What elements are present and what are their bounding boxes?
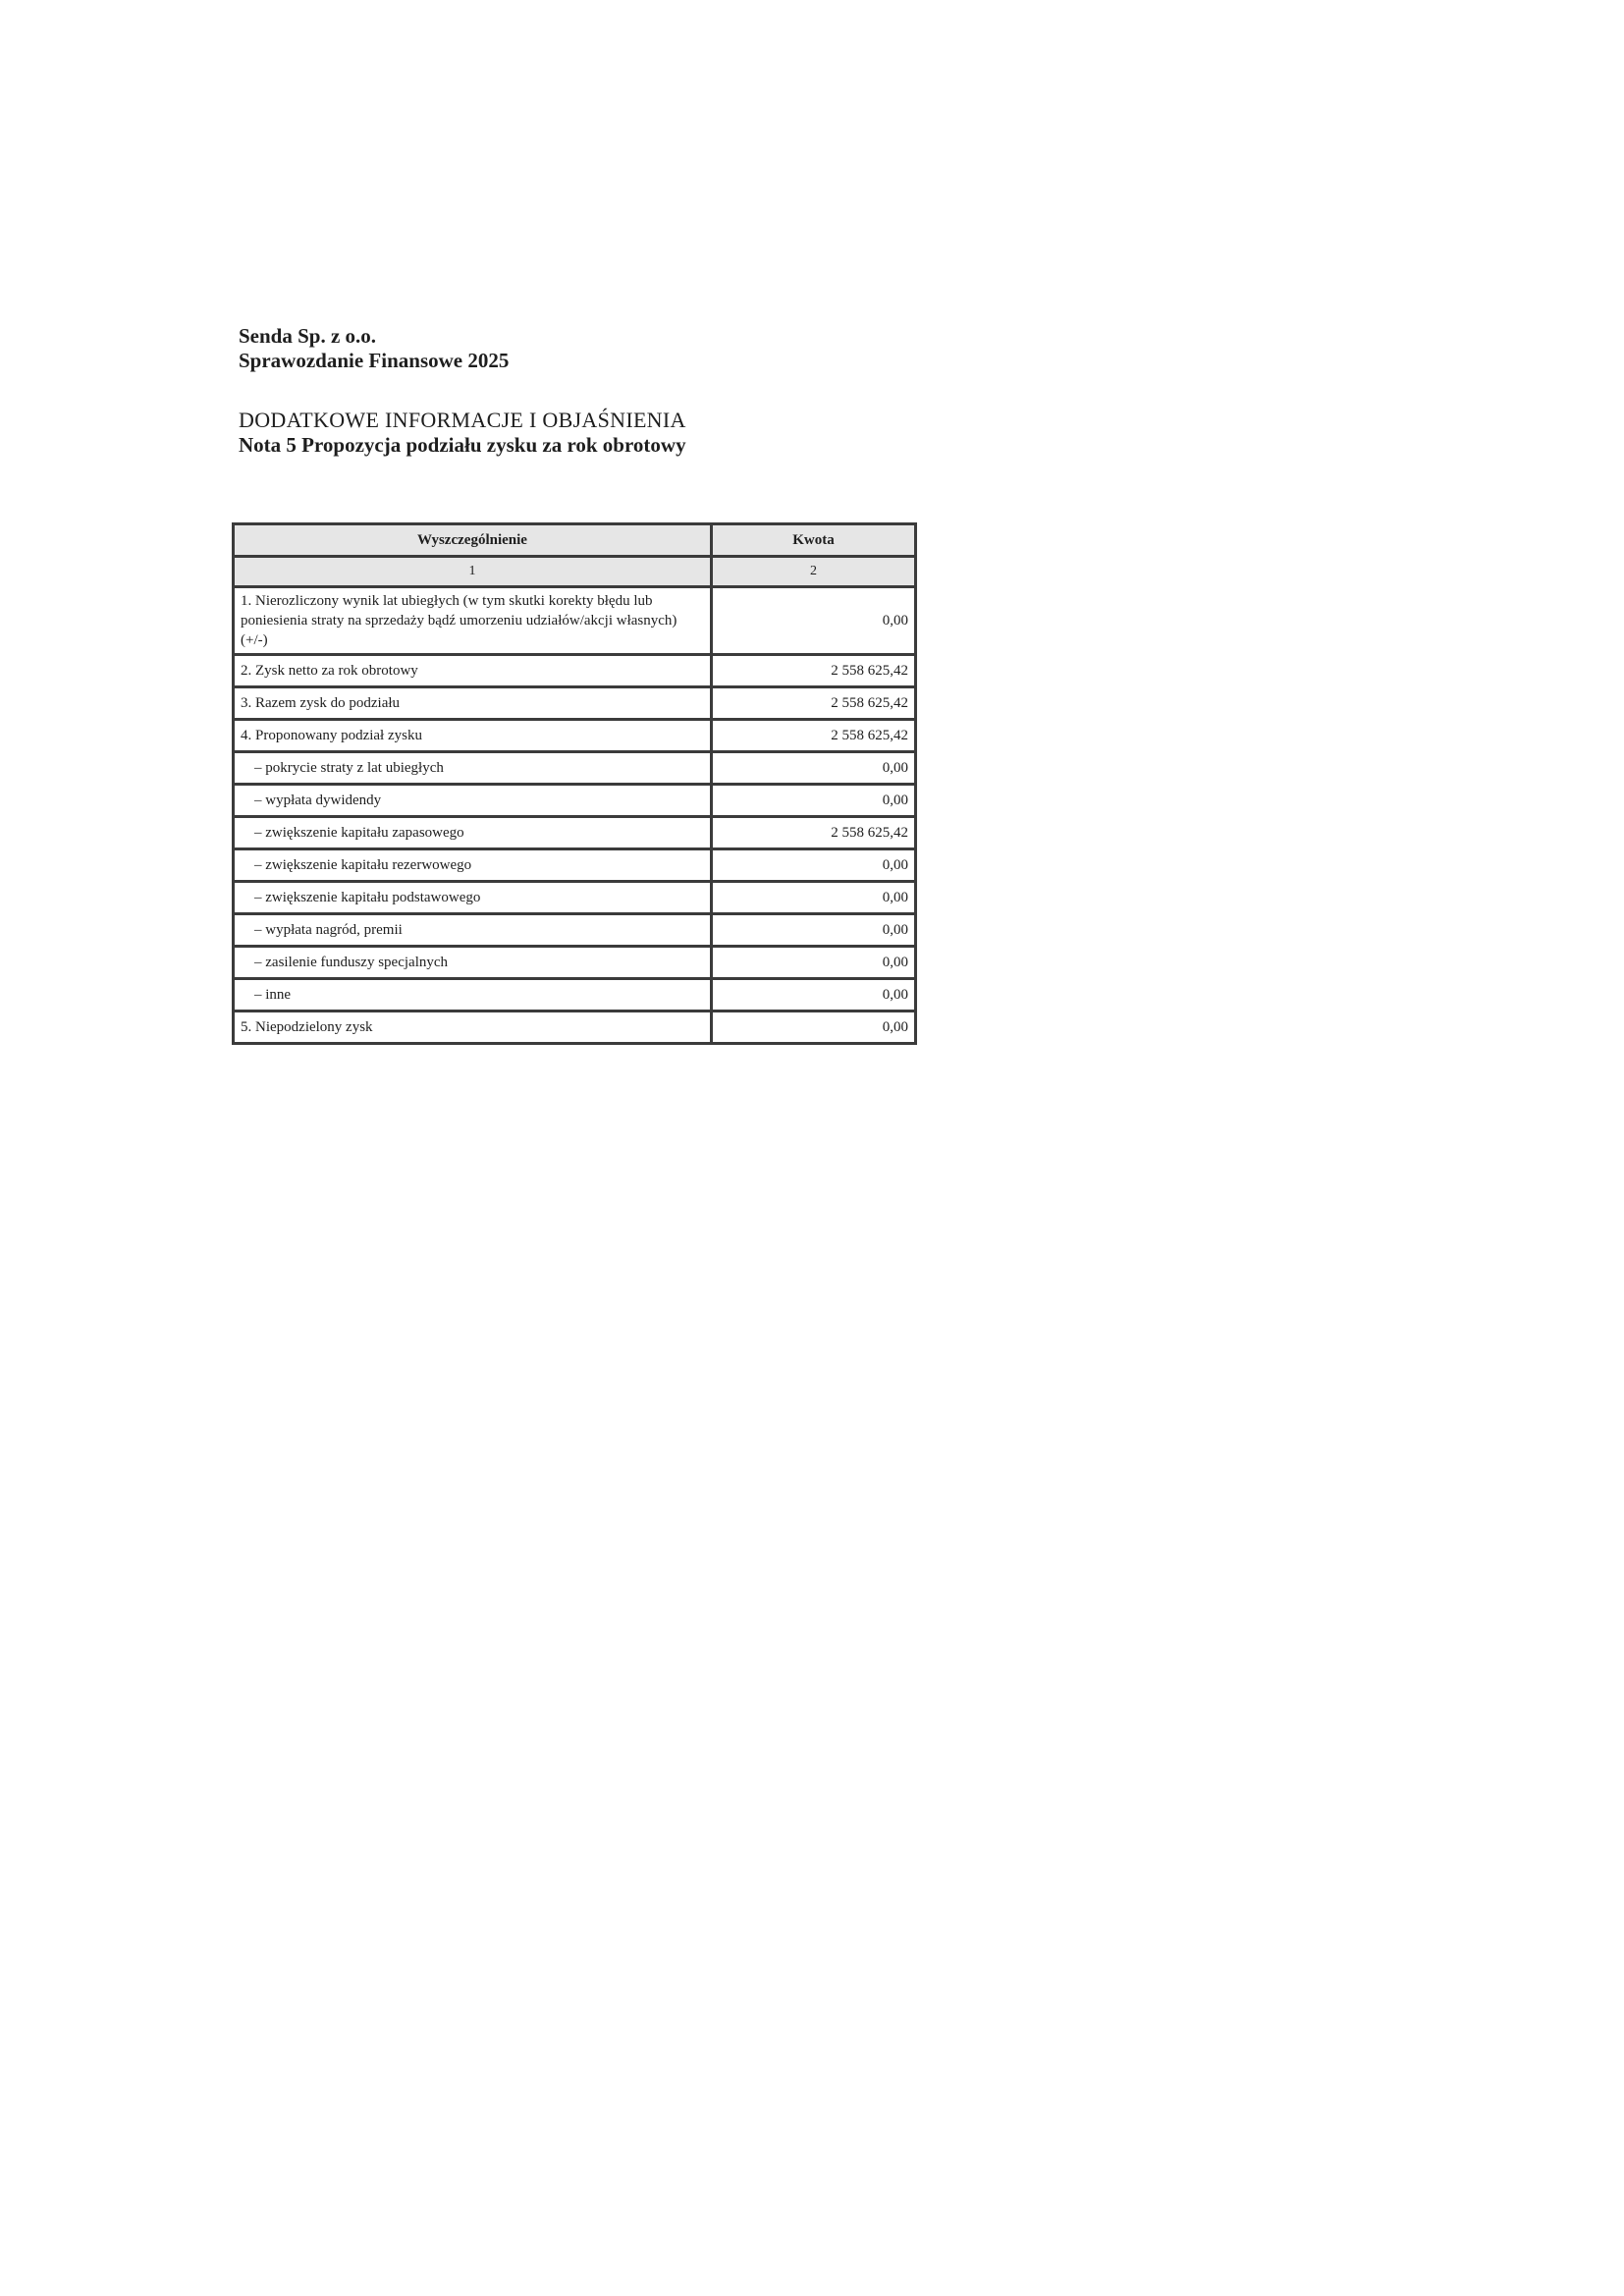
column-number-1: 1 — [234, 557, 712, 587]
table-row — [234, 720, 916, 752]
table-row — [234, 849, 916, 882]
row-label: – zasilenie funduszy specjalnych — [234, 947, 712, 979]
column-number-2: 2 — [712, 557, 916, 587]
table-row — [234, 947, 916, 979]
table-row — [234, 882, 916, 914]
row-amount: 0,00 — [712, 914, 916, 947]
row-amount: 0,00 — [712, 752, 916, 785]
row-amount: 0,00 — [712, 1011, 916, 1044]
row-label: 5. Niepodzielony zysk — [234, 1011, 712, 1044]
document-header — [239, 324, 686, 458]
row-amount: 0,00 — [712, 947, 916, 979]
row-amount: 0,00 — [712, 849, 916, 882]
table-row — [234, 785, 916, 817]
row-amount: 2 558 625,42 — [712, 720, 916, 752]
table-row — [234, 752, 916, 785]
row-label: – wypłata dywidendy — [234, 785, 712, 817]
row-label: – zwiększenie kapitału rezerwowego — [234, 849, 712, 882]
column-number-row — [234, 557, 916, 587]
header-amount: Kwota — [712, 524, 916, 557]
row-amount: 2 558 625,42 — [712, 655, 916, 687]
row-amount: 0,00 — [712, 587, 916, 655]
row-label: 3. Razem zysk do podziału — [234, 687, 712, 720]
report-title: Sprawozdanie Finansowe 2025 — [239, 349, 510, 372]
table-row — [234, 1011, 916, 1044]
row-amount: 2 558 625,42 — [712, 687, 916, 720]
section-title: DODATKOWE INFORMACJE I OBJAŚNIENIA — [239, 408, 686, 432]
row-amount: 0,00 — [712, 785, 916, 817]
row-amount: 2 558 625,42 — [712, 817, 916, 849]
row-label: 2. Zysk netto za rok obrotowy — [234, 655, 712, 687]
table-row — [234, 687, 916, 720]
company-name: Senda Sp. z o.o. — [239, 324, 377, 348]
row-label: – zwiększenie kapitału podstawowego — [234, 882, 712, 914]
row-label: – pokrycie straty z lat ubiegłych — [234, 752, 712, 785]
table-header-row — [234, 524, 916, 557]
row-label: 4. Proponowany podział zysku — [234, 720, 712, 752]
header-description: Wyszczególnienie — [234, 524, 712, 557]
row-amount: 0,00 — [712, 882, 916, 914]
table-row — [234, 655, 916, 687]
row-label: 1. Nierozliczony wynik lat ubiegłych (w tym skutki korekty błędu lub poniesienia straty na sprzedaży bądź umorzeniu udziałów/akcji własnych) (+/-) — [234, 587, 712, 655]
table-row — [234, 979, 916, 1011]
profit-distribution-table — [232, 522, 917, 1045]
table-row — [234, 587, 916, 655]
table-row — [234, 817, 916, 849]
row-label: – inne — [234, 979, 712, 1011]
note-title: Nota 5 Propozycja podziału zysku za rok obrotowy — [239, 433, 686, 457]
table-row — [234, 914, 916, 947]
row-label: – zwiększenie kapitału zapasowego — [234, 817, 712, 849]
row-label: – wypłata nagród, premii — [234, 914, 712, 947]
row-amount: 0,00 — [712, 979, 916, 1011]
